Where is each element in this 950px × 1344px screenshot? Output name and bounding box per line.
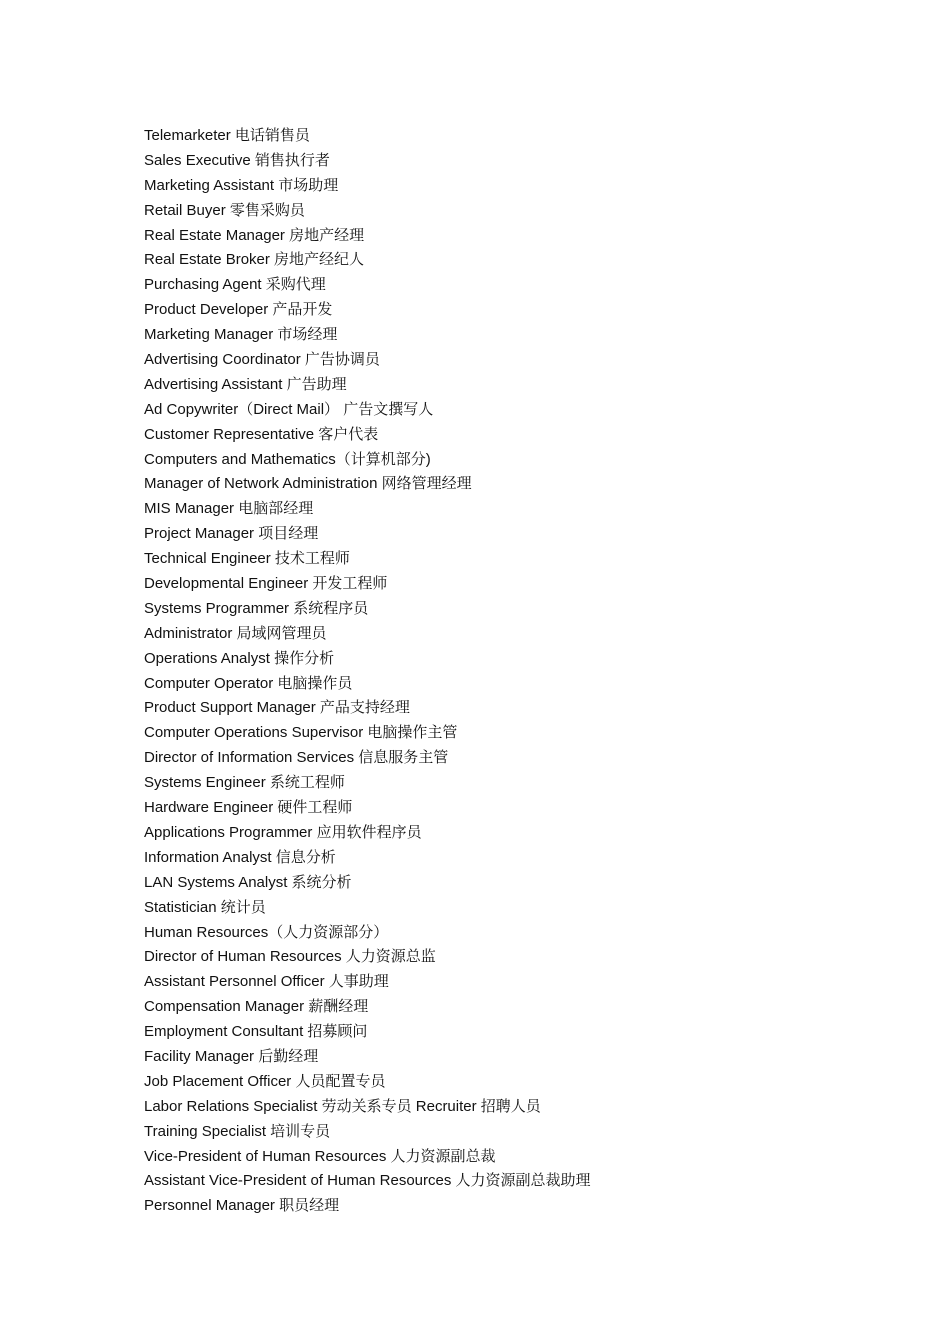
list-item: Vice-President of Human Resources 人力资源副总裁 [144,1147,496,1165]
list-item: Labor Relations Specialist 劳动关系专员 Recruiter 招聘人员 [144,1097,541,1115]
list-item: Systems Programmer 系统程序员 [144,599,369,617]
list-item: Systems Engineer 系统工程师 [144,774,345,792]
list-item: Personnel Manager 职员经理 [144,1197,340,1215]
job-title-list [144,124,844,1219]
list-item: Director of Human Resources 人力资源总监 [144,948,436,966]
list-item: Retail Buyer 零售采购员 [144,201,305,219]
list-item: Product Developer 产品开发 [144,301,333,319]
list-item: Operations Analyst 操作分析 [144,649,335,667]
list-item: Director of Information Services 信息服务主管 [144,749,449,767]
list-item: LAN Systems Analyst 系统分析 [144,873,352,891]
list-item: Marketing Manager 市场经理 [144,326,338,344]
list-item: Real Estate Manager 房地产经理 [144,226,365,244]
list-item: Technical Engineer 技术工程师 [144,550,350,568]
list-item: Training Specialist 培训专员 [144,1122,331,1140]
list-item: Statistician 统计员 [144,898,266,916]
list-item: Job Placement Officer 人员配置专员 [144,1072,386,1090]
list-item: Product Support Manager 产品支持经理 [144,699,410,717]
list-item: Customer Representative 客户代表 [144,425,379,443]
list-item: Telemarketer 电话销售员 [144,127,310,144]
list-item: Hardware Engineer 硬件工程师 [144,799,353,817]
list-item: Purchasing Agent 采购代理 [144,276,326,294]
list-item: Compensation Manager 薪酬经理 [144,998,369,1016]
list-item: Facility Manager 后勤经理 [144,1047,319,1065]
list-item: Information Analyst 信息分析 [144,848,336,866]
list-item: Administrator 局域网管理员 [144,624,327,642]
section-heading: Computers and Mathematics（计算机部分) [144,450,431,468]
list-item: Computer Operator 电脑操作员 [144,674,353,692]
list-item: MIS Manager 电脑部经理 [144,500,314,518]
list-item: Computer Operations Supervisor 电脑操作主管 [144,724,458,742]
list-item: Advertising Assistant 广告助理 [144,375,347,393]
section-heading: Human Resources（人力资源部分） [144,923,389,941]
list-item: Developmental Engineer 开发工程师 [144,575,388,593]
list-item: Real Estate Broker 房地产经纪人 [144,251,365,269]
list-item: Marketing Assistant 市场助理 [144,176,339,194]
list-item: Sales Executive 销售执行者 [144,151,330,169]
list-item: Advertising Coordinator 广告协调员 [144,351,380,369]
list-item: Assistant Personnel Officer 人事助理 [144,973,389,991]
list-item: Project Manager 项目经理 [144,525,319,543]
list-item: Applications Programmer 应用软件程序员 [144,823,422,841]
list-item: Employment Consultant 招募顾问 [144,1023,368,1041]
list-item: Assistant Vice-President of Human Resources 人力资源副总裁助理 [144,1172,591,1190]
list-item: Ad Copywriter（Direct Mail） 广告文撰写人 [144,400,434,418]
list-item: Manager of Network Administration 网络管理经理 [144,475,472,493]
